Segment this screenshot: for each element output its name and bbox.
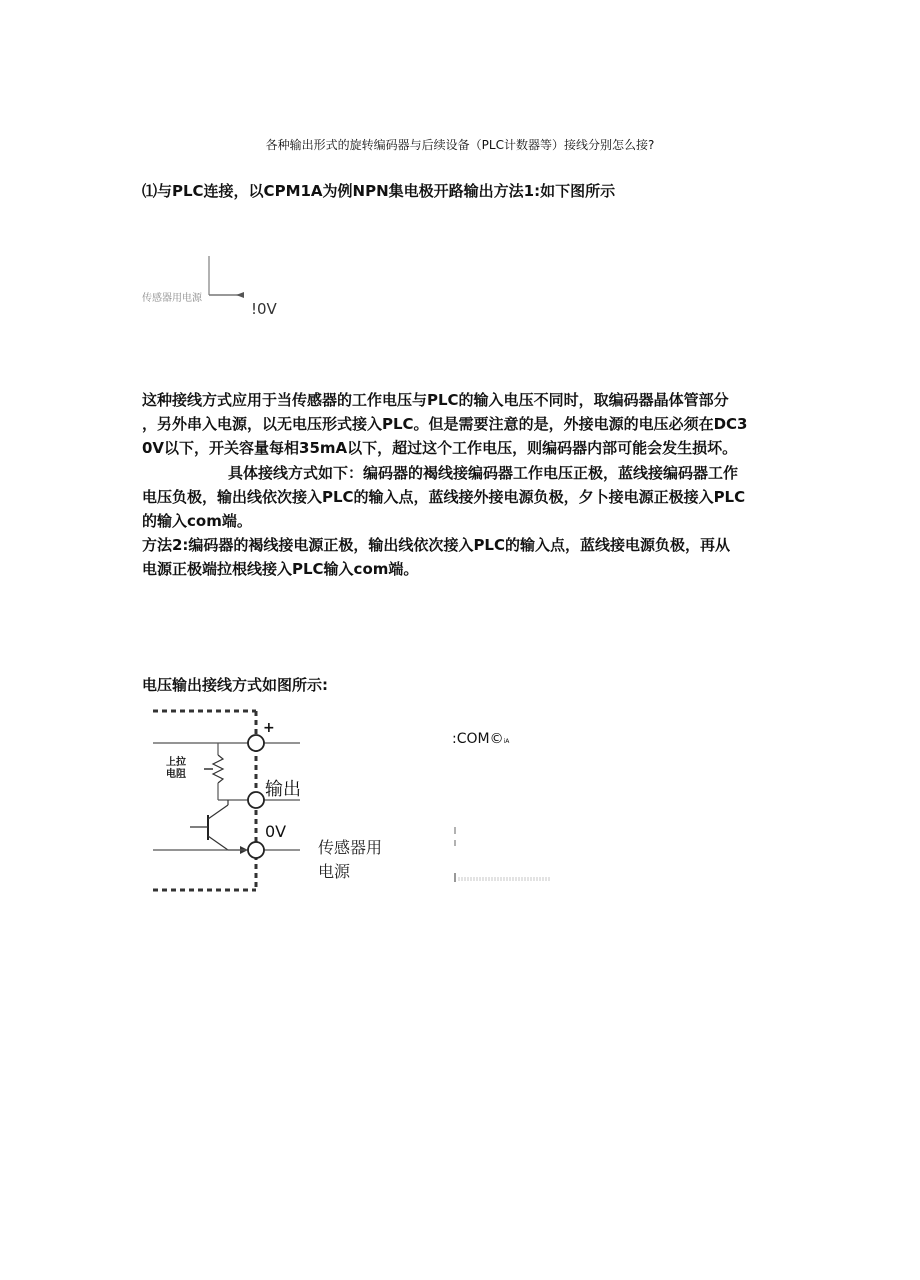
paragraph-line: 方法2:编码器的褐线接电源正极，输出线依次接入PLC的输入点，蓝线接电源负极，再从 [142, 536, 730, 554]
diagram2-plus-label: + [263, 720, 275, 736]
diagram1-sensor-power-label: 传感器用电源 [142, 293, 202, 304]
paragraph-line: ，另外串入电源，以无电压形式接入PLC。但是需要注意的是，外接电源的电压必须在DC3 [142, 415, 748, 433]
document-title: 各种输出形式的旋转编码器与后续设备（PLC计数器等）接线分别怎么接? [265, 138, 655, 152]
diagram2-output-label: 输出 [265, 779, 301, 800]
diagram2-pullup-label-1: 上拉 [166, 757, 186, 768]
paragraph-line: 这种接线方式应用于当传感器的工作电压与PLC的输入电压不同时，取编码器晶体管部分 [142, 391, 729, 409]
paragraph-line: 0V以下，开关容量每相35mA以下，超过这个工作电压，则编码器内部可能会发生损坏。 [142, 439, 738, 457]
section1-heading: ⑴与PLC连接，以CPM1A为例NPN集电极开路输出方法1:如下图所示 [142, 182, 616, 200]
diagram1-zero-v-label: !0V [251, 300, 277, 318]
diagram2-pullup-label-2: 电阻 [166, 769, 186, 780]
diagram2-sensor-power-label-2: 电源 [318, 862, 351, 881]
paragraph-line: 电压负极，输出线依次接入PLC的输入点，蓝线接外接电源负极，夕卜接电源正极接入PLC [142, 488, 746, 506]
section2-heading: 电压输出接线方式如图所示: [142, 676, 328, 694]
diagram2-sensor-power-label-1: 传感器用 [318, 838, 383, 857]
paragraph-line: 具体接线方式如下：编码器的褐线接编码器工作电压正极，蓝线接编码器工作 [228, 464, 739, 482]
diagram2-zero-v-label: 0V [265, 822, 287, 841]
paragraph-line: 的输入com端。 [142, 512, 252, 530]
paragraph-line: 电源正极端拉根线接入PLC输入com端。 [142, 560, 419, 578]
scan-artifacts [450, 825, 560, 887]
com-terminal-label: :COM©iA [452, 731, 510, 747]
